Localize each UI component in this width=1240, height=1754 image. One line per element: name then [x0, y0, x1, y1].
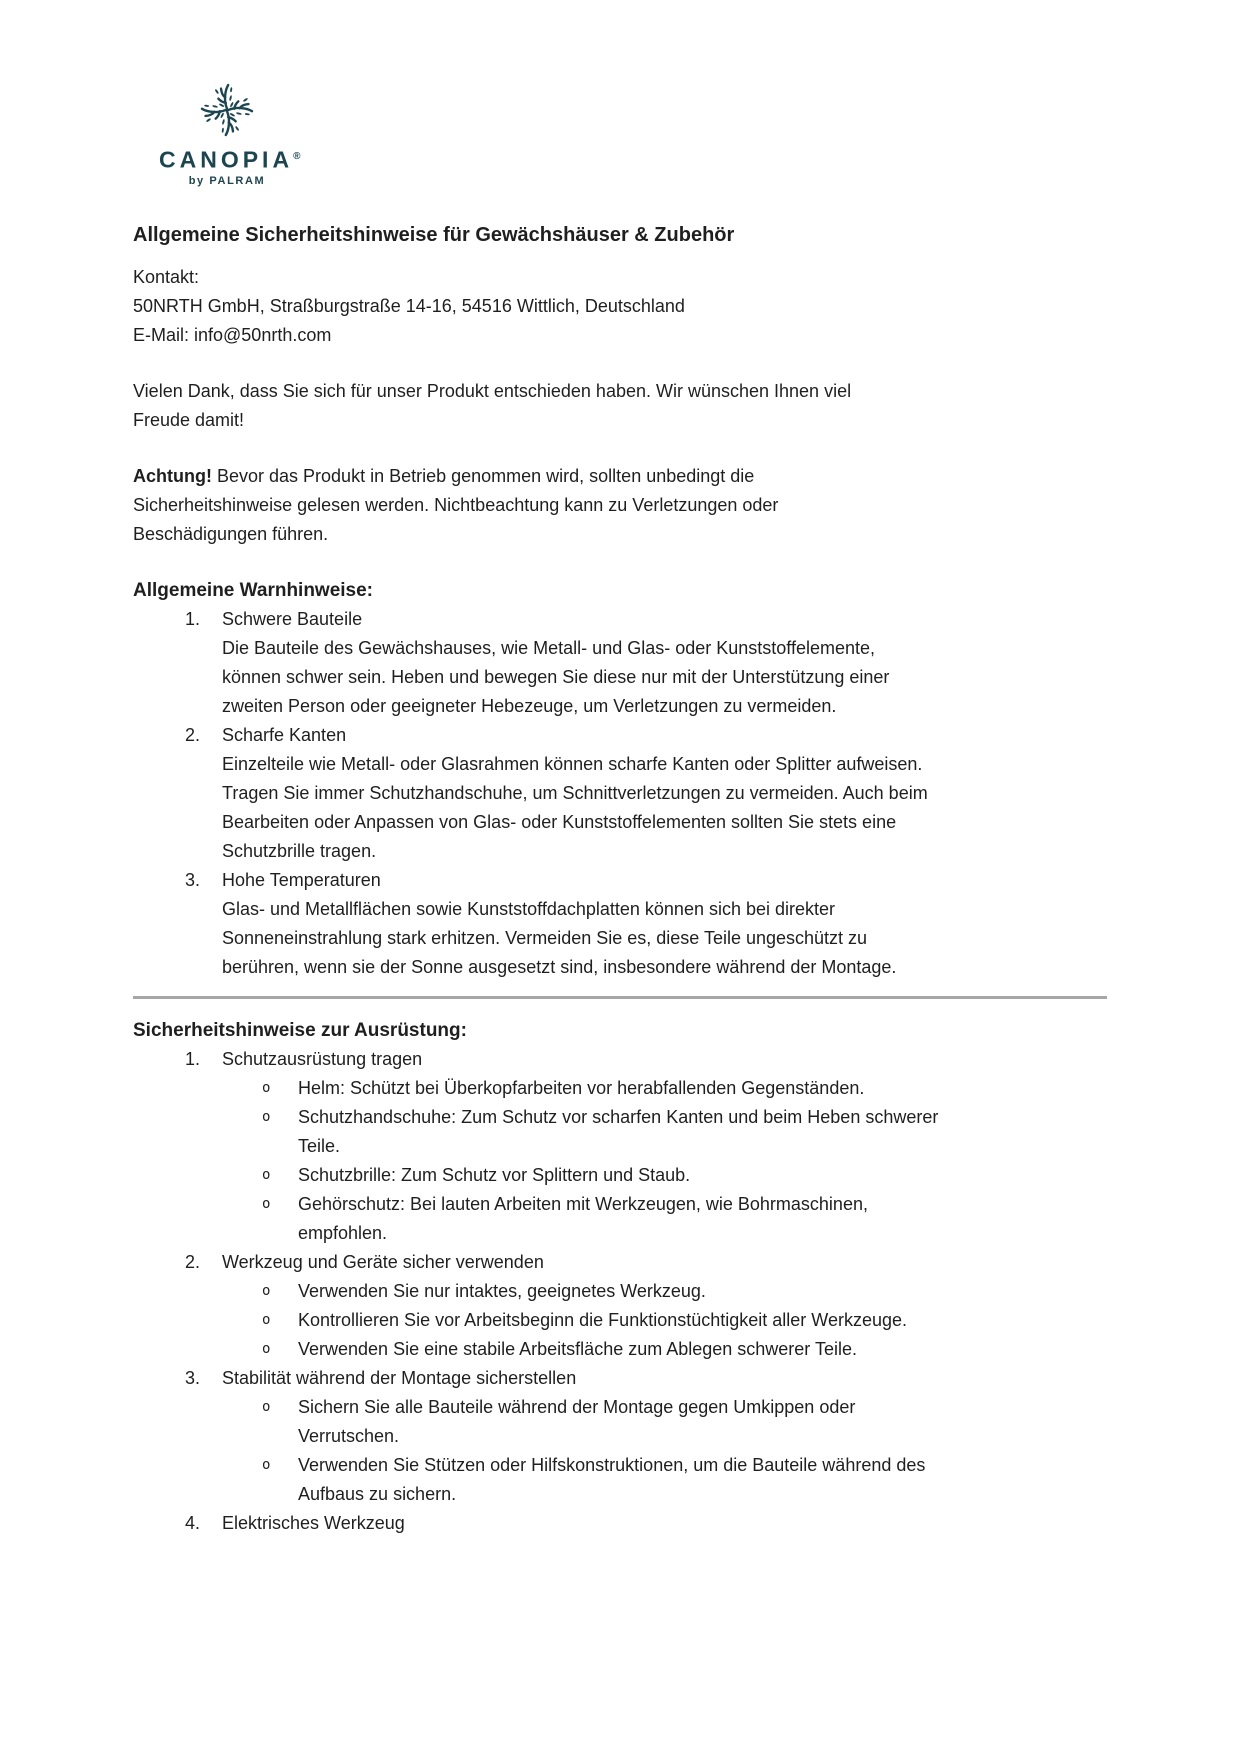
- registered-trademark-symbol: ®: [293, 151, 301, 162]
- list-item-title: Werkzeug und Geräte sicher verwenden: [222, 1251, 544, 1272]
- list-number: 2.: [185, 724, 201, 745]
- list-item-title: Elektrisches Werkzeug: [222, 1512, 405, 1533]
- list-number: 2.: [185, 1251, 201, 1272]
- circle-bullet: o: [262, 1282, 271, 1299]
- sub-list-item: o Helm: Schützt bei Überkopfarbeiten vor herabfallenden Gegenständen.: [262, 1074, 1107, 1103]
- circle-bullet: o: [262, 1108, 271, 1125]
- sub-list-item: o Schutzhandschuhe: Zum Schutz vor scharfen Kanten und beim Heben schwerer Teile.: [262, 1103, 1107, 1161]
- brand-wordmark: [159, 144, 301, 173]
- list-number: 3.: [185, 869, 201, 890]
- sub-list-item: o Verwenden Sie Stützen oder Hilfskonstruktionen, um die Bauteile während des Aufbaus zu sichern.: [262, 1451, 1107, 1509]
- list-item-title: Scharfe Kanten: [222, 724, 347, 745]
- circle-bullet: o: [262, 1166, 271, 1183]
- warning-lead: Achtung!: [133, 465, 212, 486]
- circle-bullet: o: [262, 1195, 271, 1212]
- warning-item-2: 2. Scharfe Kanten Einzelteile wie Metall- oder Glasrahmen können scharfe Kanten oder Splitter aufweisen. Tragen Sie immer Schutzhandschuhe, um Schnittverletzungen zu vermeiden. Auch beim Bearbeiten oder Anpassen von Glas- oder Kunststoffelementen sollten Sie stets eine Schutzbrille tragen.: [133, 721, 1107, 866]
- equipment-item-4: [133, 1509, 1107, 1538]
- section-divider: [133, 996, 1107, 999]
- list-item-title: Schutzausrüstung tragen: [222, 1048, 423, 1069]
- warning-line1: Bevor das Produkt in Betrieb genommen wird, sollten unbedingt die: [211, 465, 755, 486]
- page-title: Allgemeine Sicherheitshinweise für Gewächshäuser & Zubehör: [133, 223, 735, 246]
- contact-address: 50NRTH GmbH, Straßburgstraße 14-16, 54516 Wittlich, Deutschland: [133, 295, 685, 316]
- circle-bullet: o: [262, 1398, 271, 1415]
- sub-list-item: o Sichern Sie alle Bauteile während der Montage gegen Umkippen oder Verrutschen.: [262, 1393, 1107, 1451]
- warning-line2: Sicherheitshinweise gelesen werden. Nichtbeachtung kann zu Verletzungen oder: [133, 494, 779, 515]
- brand-name: CANOPIA: [159, 146, 294, 173]
- equipment-item-1: [133, 1045, 1107, 1248]
- sub-list-item: o Kontrollieren Sie vor Arbeitsbeginn die Funktionstüchtigkeit aller Werkzeuge.: [262, 1306, 1107, 1335]
- list-number: 3.: [185, 1367, 201, 1388]
- list-number: 4.: [185, 1512, 201, 1533]
- circle-bullet: o: [262, 1079, 271, 1096]
- section-heading-equipment: Sicherheitshinweise zur Ausrüstung:: [133, 1019, 467, 1041]
- list-item-title: Schwere Bauteile: [222, 608, 363, 629]
- equipment-item-2: [133, 1248, 1107, 1364]
- canopia-logo: [159, 78, 301, 188]
- intro-paragraph: Vielen Dank, dass Sie sich für unser Produkt entschieden haben. Wir wünschen Ihnen viel Freude damit!: [133, 380, 852, 430]
- circle-bullet: o: [262, 1340, 271, 1357]
- list-item-title: Hohe Temperaturen: [222, 869, 381, 890]
- sub-list-item: o Gehörschutz: Bei lauten Arbeiten mit Werkzeugen, wie Bohrmaschinen, empfohlen.: [262, 1190, 1107, 1248]
- list-number: 1.: [185, 608, 201, 629]
- equipment-item-3: [133, 1364, 1107, 1509]
- warning-item-1: 1. Schwere Bauteile Die Bauteile des Gewächshauses, wie Metall- und Glas- oder Kunststoffelemente, können schwer sein. Heben und bewegen Sie diese nur mit der Unterstützung einer zweiten Person oder geeigneter Hebezeuge, um Verletzungen zu vermeiden.: [133, 605, 1107, 721]
- list-item-title: Stabilität während der Montage sicherstellen: [222, 1367, 577, 1388]
- warning-item-3: 3. Hohe Temperaturen Glas- und Metallflächen sowie Kunststoffdachplatten können sich bei direkter Sonneneinstrahlung stark erhitzen. Vermeiden Sie es, diese Teile ungeschützt zu berühren, wenn sie der Sonne ausgesetzt sind, insbesondere während der Montage.: [133, 866, 1107, 982]
- warning-paragraph: [133, 462, 1107, 549]
- sub-list-item: o Verwenden Sie nur intaktes, geeignetes Werkzeug.: [262, 1277, 1107, 1306]
- list-number: 1.: [185, 1048, 201, 1069]
- sub-list-item: o Verwenden Sie eine stabile Arbeitsfläche zum Ablegen schwerer Teile.: [262, 1335, 1107, 1364]
- section-heading-warnings: Allgemeine Warnhinweise:: [133, 579, 374, 601]
- circle-bullet: o: [262, 1456, 271, 1473]
- circle-bullet: o: [262, 1311, 271, 1328]
- sub-list-item: o Schutzbrille: Zum Schutz vor Splittern und Staub.: [262, 1161, 1107, 1190]
- brand-byline: by PALRAM: [188, 174, 266, 187]
- warning-line3: Beschädigungen führen.: [133, 523, 329, 544]
- contact-block: [133, 263, 1107, 350]
- canopia-tree-icon: [196, 78, 258, 142]
- contact-label: Kontakt:: [133, 266, 200, 287]
- contact-email: E-Mail: info@50nrth.com: [133, 324, 332, 345]
